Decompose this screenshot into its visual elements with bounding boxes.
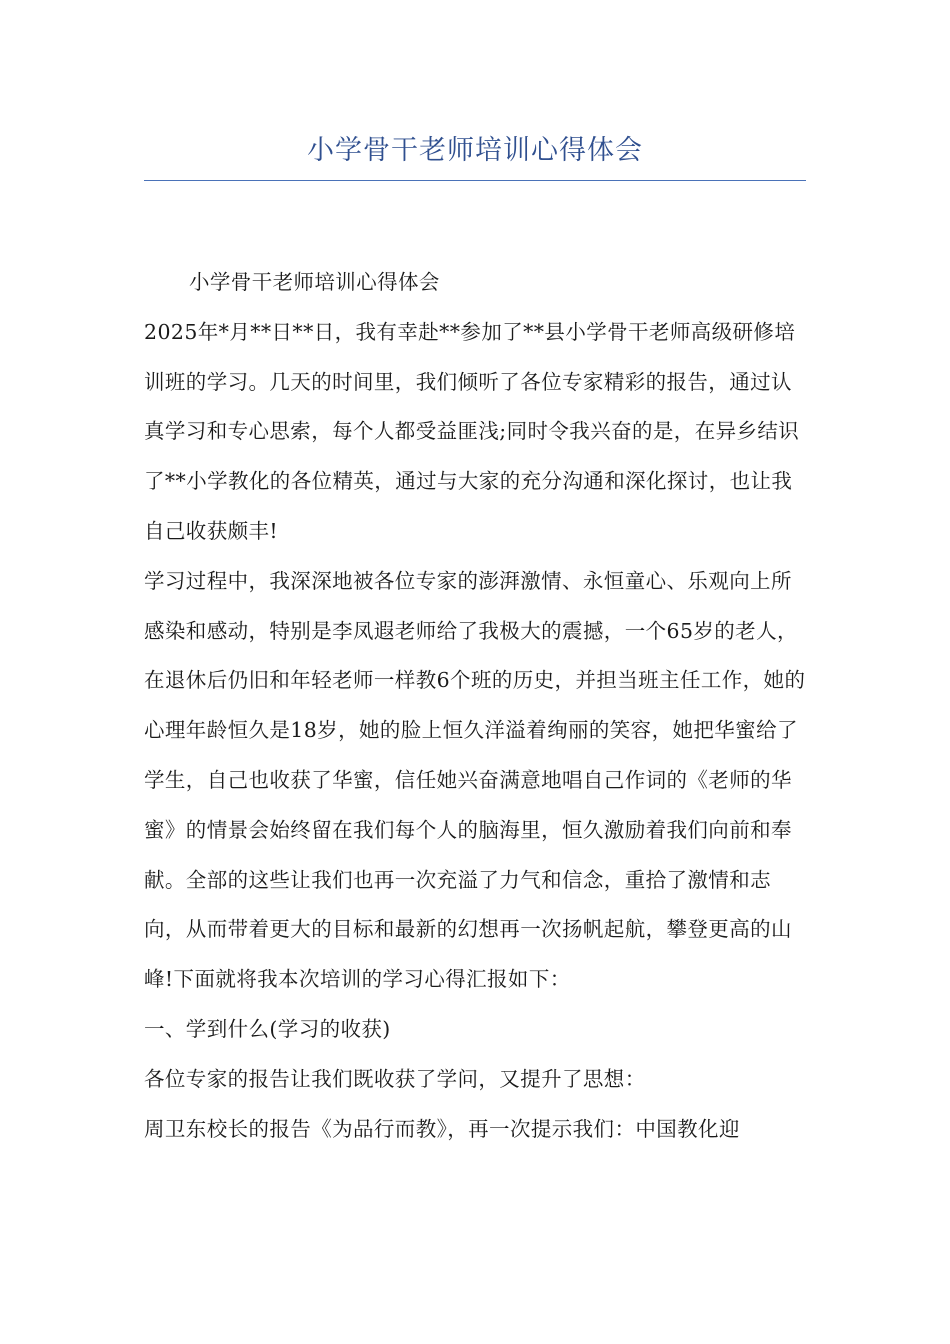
document-title: 小学骨干老师培训心得体会	[307, 135, 643, 166]
document-body	[144, 258, 812, 1154]
body-paragraph-process: 学习过程中，我深深地被各位专家的澎湃激情、永恒童心、乐观向上所感染和感动，特别是李凤遐老师给了我极大的震撼，一个65岁的老人，在退休后仍旧和年轻老师一样教6个班的历史，并担当班主任工作，她的心理年龄恒久是18岁，她的脸上恒久洋溢着绚丽的笑容，她把华蜜给了学生，自己也收获了华蜜，信任她兴奋满意地唱自己作词的《老师的华蜜》的情景会始终留在我们每个人的脑海里，恒久激励着我们向前和奉献。全部的这些让我们也再一次充溢了力气和信念，重拾了激情和志向，从而带着更大的目标和最新的幻想再一次扬帆起航，攀登更高的山峰!下面就将我本次培训的学习心得汇报如下：	[144, 568, 806, 992]
body-paragraph-experts: 各位专家的报告让我们既收获了学问，又提升了思想：	[144, 1066, 646, 1091]
body-paragraph-zhou: 周卫东校长的报告《为品行而教》，再一次提示我们：中国教化迎	[144, 1116, 740, 1141]
title-divider	[144, 180, 806, 181]
body-paragraph-intro: 2025年*月**日**日，我有幸赴**参加了**县小学骨干老师高级研修培训班的学习。几天的时间里，我们倾听了各位专家精彩的报告，通过认真学习和专心思索，每个人都受益匪浅;同时令我兴奋的是，在异乡结识了**小学教化的各位精英，通过与大家的充分沟通和深化探讨，也让我自己收获颇丰!	[144, 319, 800, 543]
body-heading-paragraph: 小学骨干老师培训心得体会	[189, 270, 440, 294]
section-heading-1: 一、学到什么(学习的收获)	[144, 1016, 391, 1041]
